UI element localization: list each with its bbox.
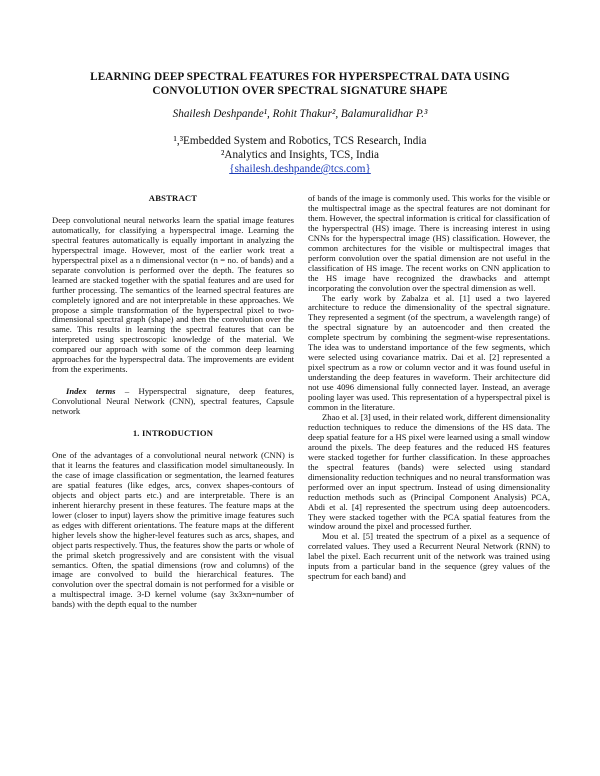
left-column: [52, 194, 294, 610]
abstract-text: Deep convolutional neural networks learn the spatial image features automatically, for classifying a hyperspectral image. Learning the spectral features automatically is equally important in analyzing the hyperspectral image. However, most of the earlier work treat a hyperspectral pixel as a n dimensional vector (n = no. of bands) and a separate convolution is performed over the depth. The features so learned are stacked together with the spatial features and are used for further processing. The semantics of the learned spectral features are completely ignored and are not interpretable in these approaches. We propose a simple transformation of the hyperspectral pixel to two-dimensional spectral graph (shape) and then the convolution over the same. This results in learning the spectral features that can be interpreted using spectroscopic knowledge of the material. We compared our approach with some of the common deep learning approaches for the hyperspectral data. The improvements are evident from the experiments.: [52, 214, 294, 375]
right-paragraph-4: Mou et al. [5] treated the spectrum of a pixel as a sequence of correlated values. They used a Recurrent Neural Network (RNN) to label the pixel. Each recurrent unit of the network was trained using inputs from a particular band in the sequence (grey values of the spectrum for each band) and: [308, 531, 550, 582]
abstract-heading: ABSTRACT: [148, 193, 198, 203]
right-paragraph-2: The early work by Zabalza et al. [1] used a two layered architecture to reduce the dimensionality of the spectral signature. They represented a segment (of the spectrum, a wavelength range) of the spectral signature by an autoencoder and then created the complete spectrum by combining the segment-wise representations. The idea was to understand importance of the few segments, which were selected using covariance matrix. Dai et al. [2] represented a pixel spectrum as a row or column vector and it was found useful in understanding the deep features in waveform. Their architecture did not use 4096 dimensional fully connected layer. Instead, an average pooling layer was used. This representation of a hyperspectral pixel is common in the literature.: [308, 292, 550, 413]
index-terms-label: Index terms: [66, 386, 116, 397]
contact-email[interactable]: {shailesh.deshpande@tcs.com}: [229, 163, 371, 175]
introduction-paragraph-1: One of the advantages of a convolutional neural network (CNN) is that it learns the features and classification model simultaneously. In the case of image classification or segmentation, the learned features are spatial features (like edges, arcs, convex shapes-contours of objects and object parts etc.) and are interpretable. There is an inherent hierarchy present in these features. The feature maps at the lower (closer to input) layers show the primitive image features such as edges with different orientations. The feature maps at the different higher levels show the higher-level features such as arcs, shapes, and object parts respectively. Thus, the features show the parts or whole of the primal sketch progressively and are consistent with the visual semantics. Often, the spatial dimensions (row and columns) of the image are convolved to build the hierarchical features. The convolution over the spectral domain is not performed for a visible or a multispectral image. 3-D kernel volume (say 3x3xn=number of bands) with the depth equal to the number: [52, 450, 294, 610]
right-column: [308, 194, 550, 582]
index-terms-text: – Hyperspectral signature, deep features, Convolutional Neural Network (CNN), spectral features, Capsule network: [52, 386, 295, 417]
affiliation-1: ¹,³Embedded System and Robotics, TCS Research, India: [173, 135, 427, 147]
index-terms: [52, 387, 294, 417]
author-list: Shailesh Deshpande¹, Rohit Thakur², Balamuralidhar P.³: [172, 108, 428, 120]
title-line-2: CONVOLUTION OVER SPECTRAL SIGNATURE SHAPE: [152, 85, 448, 97]
right-paragraph-1: of bands of the image is commonly used. This works for the visible or the multispectral image as the spectral features are not dominant for them. However, the spectral information is critical for classification of the hyperspectral (HS) image. There is increasing interest in using CNNs for the hyperspectral image (HS) classification. However, the common architectures for the visible or multispectral images that perform convolution over the spatial dimension are not useful in the classification of HS image. The recent works on CNN application to the HS image have recognized the drawbacks and attempt incorporating the convolution over the spectral dimension as well.: [308, 193, 550, 293]
title-line-1: LEARNING DEEP SPECTRAL FEATURES FOR HYPERSPECTRAL DATA USING: [90, 71, 510, 83]
paper-title: [40, 70, 560, 98]
affiliation-2: ²Analytics and Insights, TCS, India: [221, 149, 379, 161]
introduction-heading: 1. INTRODUCTION: [132, 428, 214, 439]
right-paragraph-3: Zhao et al. [3] used, in their related work, different dimensionality reduction techniques to reduce the dimensions of the HS data. The deep spatial feature for a HS pixel were learned using a small window around the pixels. The deep features and the reduced HS features were stacked together for further classification. In these approaches the spectral features (bands) were selected using standard dimensionality reduction techniques and no neural transformation was performed over an input spectrum. Instead of using dimensionality reduction methods such as (Principal Component Analysis) PCA, Abdi et al. [4] represented the spectrum using deep autoencoders. They were stacked together with the PCA spatial features from the window around the pixel and processed further.: [308, 411, 550, 532]
